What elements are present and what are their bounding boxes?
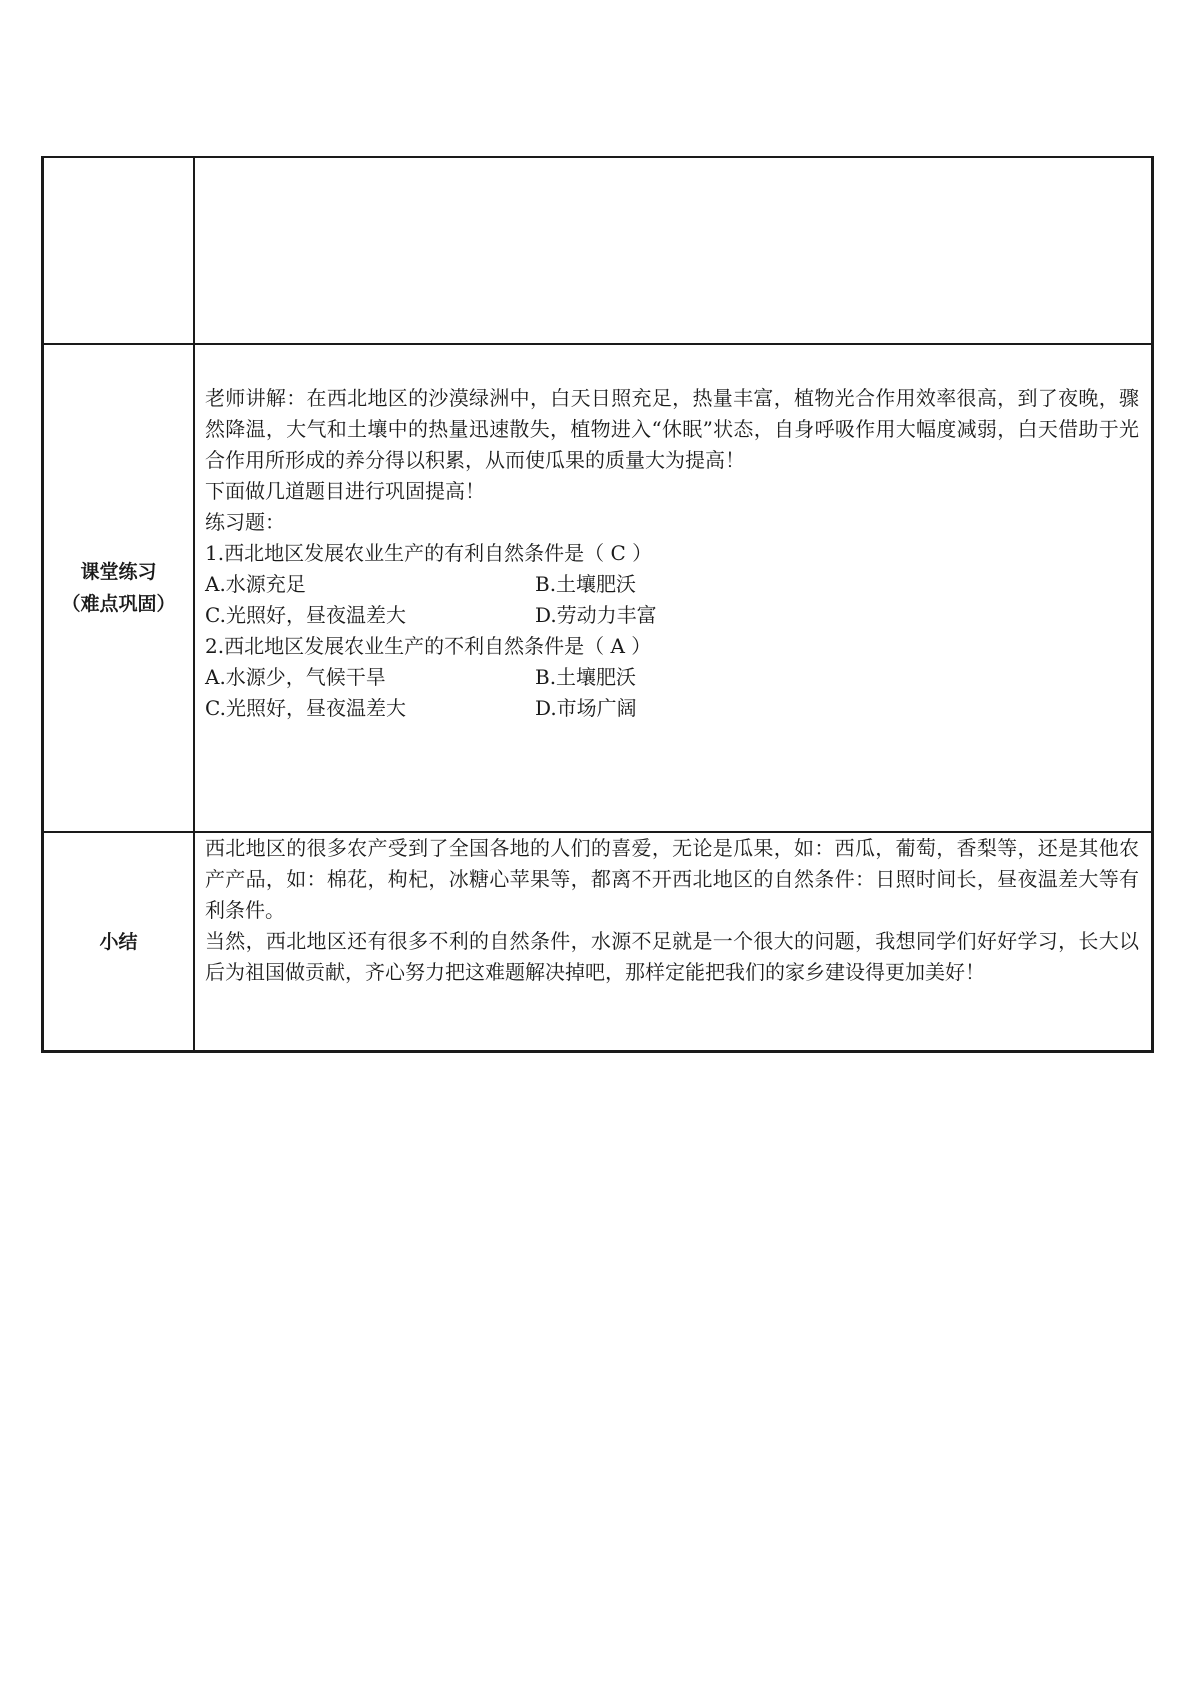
- question-2-stem: 2.西北地区发展农业生产的不利自然条件是（ A ）: [205, 634, 652, 658]
- empty-content-cell: [194, 157, 1153, 344]
- question-1-stem: 1.西北地区发展农业生产的有利自然条件是（ C ）: [205, 541, 653, 565]
- question-1-options-cd: [205, 600, 1139, 631]
- practice-content-cell: [194, 344, 1153, 832]
- summary-label-cell: [43, 832, 195, 1052]
- question-2-option-a: A.水源少，气候干旱: [205, 665, 386, 689]
- question-2-option-b: B.土壤肥沃: [535, 665, 637, 689]
- question-1-option-a: A.水源充足: [205, 572, 306, 596]
- summary-label: 小结: [99, 930, 138, 953]
- question-2-options-cd: [205, 693, 1139, 724]
- question-1-options-ab: [205, 569, 1139, 600]
- summary-content-cell: [194, 832, 1153, 1052]
- lesson-plan-table: [41, 156, 1154, 1053]
- table-row-practice: [43, 344, 1153, 832]
- question-2-options-ab: [205, 662, 1139, 693]
- question-2-option-d: D.市场广阔: [535, 696, 637, 720]
- empty-label-cell: [43, 157, 195, 344]
- table-row-empty: [43, 157, 1153, 344]
- question-2-option-c: C.光照好，昼夜温差大: [205, 696, 406, 720]
- practice-intro: 下面做几道题目进行巩固提高！: [205, 479, 485, 503]
- question-1-option-b: B.土壤肥沃: [535, 572, 637, 596]
- practice-label: 课堂练习: [80, 561, 157, 583]
- practice-label-cell: [43, 344, 195, 832]
- table-row-summary: [43, 832, 1153, 1052]
- question-1-option-d: D.劳动力丰富: [535, 603, 657, 627]
- teacher-explanation: 老师讲解：在西北地区的沙漠绿洲中，白天日照充足，热量丰富，植物光合作用效率很高，到了夜晚，骤然降温，大气和土壤中的热量迅速散失，植物进入“休眠”状态，自身呼吸作用大幅度减弱，白天借助于光合作用所形成的养分得以积累，从而使瓜果的质量大为提高！: [205, 386, 1139, 472]
- summary-paragraph-2: 当然，西北地区还有很多不利的自然条件，水源不足就是一个很大的问题，我想同学们好好学习，长大以后为祖国做贡献，齐心努力把这难题解决掉吧，那样定能把我们的家乡建设得更加美好！: [205, 929, 1139, 984]
- question-1-option-c: C.光照好，昼夜温差大: [205, 603, 406, 627]
- exercise-heading: 练习题：: [205, 510, 285, 534]
- practice-sublabel: （难点巩固）: [61, 593, 176, 615]
- summary-paragraph-1: 西北地区的很多农产受到了全国各地的人们的喜爱，无论是瓜果，如：西瓜，葡萄，香梨等，还是其他农产产品，如：棉花，枸杞，冰糖心苹果等，都离不开西北地区的自然条件：日照时间长，昼夜温差大等有利条件。: [205, 836, 1139, 922]
